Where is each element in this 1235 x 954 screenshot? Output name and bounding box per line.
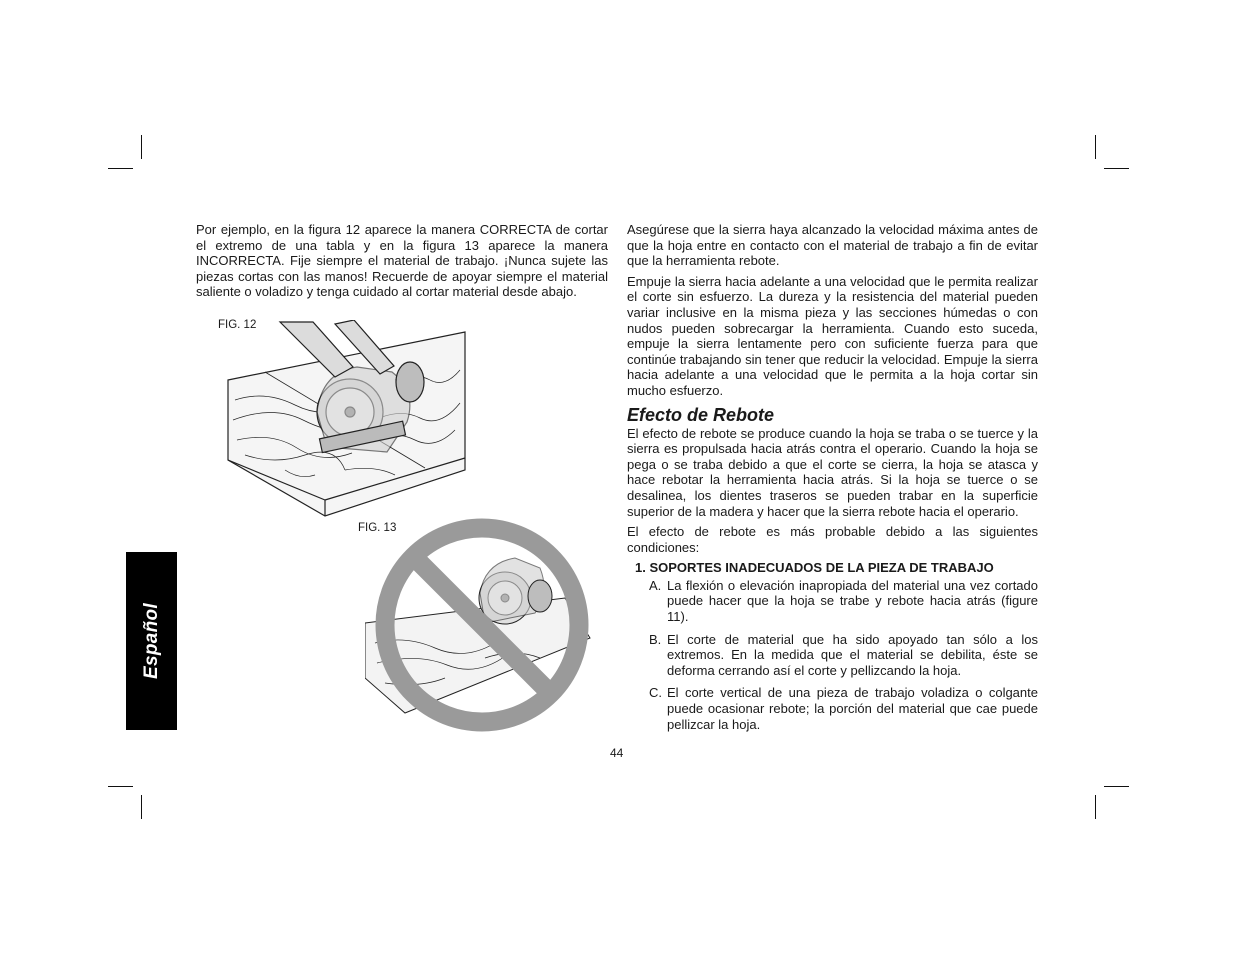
list-item: [649, 685, 1038, 737]
language-tab: [126, 552, 177, 730]
paragraph-push-saw: Empuje la sierra hacia adelante a una velocidad que le permita realizar el corte sin esfuerzo. La dureza y la resistencia del material pueden variar inclusive en la misma pieza y las secciones húmedas o con nudos pueden sobrecargar la herramienta. Cuando esto suceda, empuje la sierra lentamente pero con suficiente fuerza para que continúe trabajando sin tener que reducir la velocidad. Empuje la sierra hacia adelante a una velocidad que le permita a la hoja cortar sin mucho esfuerzo.: [627, 273, 1038, 398]
list-item: [649, 632, 1038, 684]
list-item-text: La flexión o elevación inapropiada del material una vez cortado puede hacer que la hoja se trabe y rebote hacia atrás (figure 11).: [667, 577, 1038, 625]
left-column: [196, 222, 608, 300]
prohibited-cut-icon: [365, 518, 593, 733]
crop-mark: [141, 135, 142, 159]
paragraph-kickback: El efecto de rebote se produce cuando la hoja se traba o se tuerce y la sierra es propulsada hacia atrás contra el operario. Cuando la hoja se pega o se traba debido a que el corte se cierra, la hoja se atasca y hace rebotar la herramienta hacia atrás. Si la hoja se tuerce o se desalinea, los dientes traseros se pueden trabar en la superficie superior de la madera y hacer que la sierra rebote hacia el operario.: [627, 425, 1038, 519]
list-item-text: El corte de material que ha sido apoyado tan sólo a los extremos. En la medida que el material se debilita, éste se deforma cerrando así el corte y pellizcando la hoja.: [667, 631, 1038, 678]
crop-mark: [1095, 135, 1096, 159]
paragraph-conditions: El efecto de rebote es más probable debido a las siguientes condiciones:: [627, 524, 1038, 555]
list-item-letter: B.: [649, 631, 662, 647]
section-heading: Efecto de Rebote: [627, 404, 775, 425]
crop-mark: [108, 168, 133, 169]
circular-saw-correct-cut-icon: [225, 320, 467, 518]
page-number: 44: [610, 746, 624, 760]
list-item: [649, 578, 1038, 630]
crop-mark: [1095, 795, 1096, 819]
list-title: 1. SOPORTES INADECUADOS DE LA PIEZA DE TRABAJO: [635, 560, 994, 576]
crop-mark: [1104, 786, 1129, 787]
fig12-label: FIG. 12: [218, 319, 257, 331]
right-column: [627, 222, 1038, 739]
list-item-letter: C.: [649, 685, 662, 701]
crop-mark: [108, 786, 133, 787]
language-tab-label: Español: [140, 602, 162, 680]
list-item-letter: A.: [649, 577, 662, 593]
intro-paragraph: Por ejemplo, en la figura 12 aparece la manera CORRECTA de cortar el extremo de una tabla y en la figura 13 aparece la manera INCORRECTA. Fije siempre el material de trabajo. ¡Nunca sujete las piezas cortas con las manos! Recuerde de apoyar siempre el material saliente o voladizo y tenga cuidado al cortar material desde abajo.: [196, 222, 608, 300]
crop-mark: [1104, 168, 1129, 169]
fig13-label: FIG. 13: [358, 522, 397, 534]
crop-mark: [141, 795, 142, 819]
list-item-text: El corte vertical de una pieza de trabajo voladiza o colgante puede ocasionar rebote; la porción del material que cae puede pellizcar la hoja.: [667, 685, 1038, 732]
paragraph-max-speed: Asegúrese que la sierra haya alcanzado la velocidad máxima antes de que la hoja entre en contacto con el material de trabajo a fin de evitar que la herramienta rebote.: [627, 222, 1038, 269]
